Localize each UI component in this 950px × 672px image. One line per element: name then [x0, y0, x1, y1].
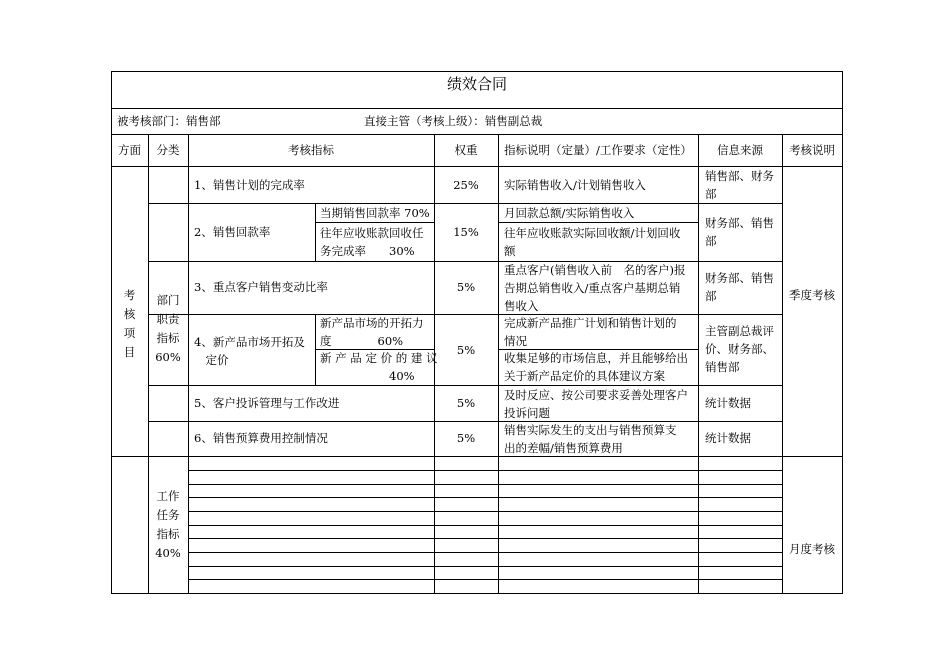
source-line: 主管副总裁评: [705, 324, 774, 338]
desc-line: 情况: [504, 334, 527, 348]
category-line: 职责: [156, 312, 180, 326]
row6-source: 统计数据: [705, 431, 751, 445]
rule-blank-4: [188, 511, 782, 512]
source-line: 部: [705, 289, 717, 303]
supervisor-label: 直接主管（考核上级）：销售副总裁: [364, 114, 543, 128]
category-line: 指标: [156, 527, 180, 541]
row1-weight: 25%: [453, 178, 479, 192]
row2-sub1: 当期销售回款率 70%: [320, 206, 430, 220]
desc-line: 告期总销售收入/重点客户基期总销: [504, 281, 681, 295]
row6-weight: 5%: [456, 431, 476, 445]
source-line: 销售部: [705, 360, 740, 374]
row4-indicator: [194, 333, 305, 369]
rule-blank-8: [188, 566, 782, 567]
row4-source: [705, 322, 774, 376]
header-indicator: 考核指标: [288, 143, 334, 157]
source-line: 销售部、财务: [705, 169, 774, 183]
source-line: 财务部、销售: [705, 271, 774, 285]
rule-blank-1: [188, 470, 782, 471]
desc-line: 往年应收账款实际回收额/计划回收: [504, 226, 681, 240]
row2-sub2: [320, 224, 424, 260]
indicator-line: 4、新产品市场开拓及: [194, 335, 305, 349]
desc-line: 出的差幅/销售预算费用: [504, 441, 623, 455]
rule-col-source: [782, 134, 783, 594]
rule-col-category: [188, 134, 189, 594]
rule-blank-6: [188, 538, 782, 539]
category-line: 指标: [156, 331, 180, 345]
header-description: 指标说明（定量）/工作要求（定性）: [504, 143, 692, 157]
header-aspect: 方面: [118, 143, 141, 157]
row4-desc2: [504, 349, 688, 385]
category-work-task: [148, 487, 188, 563]
category-line: 40%: [155, 546, 181, 560]
row4-sub2: [320, 349, 438, 385]
row1-desc: 实际销售收入/计划销售收入: [504, 178, 646, 192]
document-title: 绩效合同: [446, 75, 507, 93]
row4-desc1: [504, 314, 677, 350]
desc-line: 销售实际发生的支出与销售预算支: [504, 423, 677, 437]
desc-line: 关于新产品定价的具体建议方案: [504, 369, 665, 383]
indicator-line: 定价: [194, 353, 229, 367]
sub-line: 新产品市场的开拓力: [320, 316, 424, 330]
aspect-char: 目: [123, 345, 136, 359]
rule-col-sub2: [315, 203, 316, 261]
row3-weight: 5%: [456, 280, 476, 294]
category-line: 工作: [156, 489, 180, 503]
rule-right: [842, 71, 843, 594]
category-line: 60%: [155, 350, 181, 364]
row2-weight: 15%: [453, 225, 479, 239]
source-line: 部: [705, 187, 717, 201]
row5-weight: 5%: [456, 396, 476, 410]
row1-indicator: 1、销售计划的完成率: [194, 178, 305, 192]
row4-sub1: [320, 314, 424, 350]
header-weight: 权重: [454, 143, 478, 157]
rule-row3-bottom: [148, 314, 782, 315]
row2-desc1: 月回款总额/实际销售收入: [504, 206, 635, 220]
sub-line: 40%: [320, 369, 415, 383]
row3-desc: [504, 261, 685, 315]
rule-row2-bottom: [148, 261, 782, 262]
desc-line: 投诉问题: [504, 406, 550, 420]
sub-line: 务完成率 30%: [320, 244, 415, 258]
rule-title-bottom: [111, 108, 843, 109]
rule-dept-bottom: [111, 134, 843, 135]
header-category: 分类: [156, 143, 180, 157]
aspect-vertical-label: [111, 286, 148, 362]
source-line: 财务部、销售: [705, 216, 774, 230]
sub-line: 新 产 品 定 价 的 建 议: [320, 351, 438, 365]
row5-indicator: 5、客户投诉管理与工作改进: [194, 396, 340, 410]
rule-blank-7: [188, 552, 782, 553]
desc-line: 及时反应、按公司要求妥善处理客户: [504, 388, 688, 402]
rule-bottom: [111, 593, 843, 594]
row2-indicator: 2、销售回款率: [194, 225, 271, 239]
desc-line: 收集足够的市场信息，并且能够给出: [504, 351, 688, 365]
rule-col-sub4: [315, 314, 316, 385]
row6-indicator: 6、销售预算费用控制情况: [194, 431, 328, 445]
rule-top: [111, 71, 843, 72]
sub-line: 度 60%: [320, 334, 404, 348]
row2-source: [705, 214, 774, 250]
rule-blank-5: [188, 525, 782, 526]
aspect-char: 项: [123, 326, 136, 340]
category-dept-duty: [148, 291, 188, 367]
row3-source: [705, 269, 774, 305]
row3-indicator: 3、重点客户销售变动比率: [194, 280, 328, 294]
desc-line: 额: [504, 244, 516, 258]
row1-source: [705, 167, 774, 203]
category-line: 任务: [156, 508, 180, 522]
rule-col-description: [698, 134, 699, 594]
rule-row2-sub: [315, 222, 434, 223]
desc-line: 售收入: [504, 299, 539, 313]
category-line: 部门: [156, 293, 180, 307]
row5-desc: [504, 386, 688, 422]
rule-blank-3: [188, 497, 782, 498]
row6-desc: [504, 421, 677, 457]
source-line: 部: [705, 234, 717, 248]
row4-weight: 5%: [456, 343, 476, 357]
rule-col-weight: [498, 134, 499, 594]
note-quarter: 季度考核: [789, 288, 835, 302]
source-line: 价、财务部、: [705, 342, 774, 356]
aspect-char: 考: [123, 288, 136, 302]
dept-label: 被考核部门：销售部: [117, 114, 221, 128]
rule-blank-9: [188, 579, 782, 580]
aspect-char: 核: [123, 307, 136, 321]
rule-row1-bottom: [148, 203, 782, 204]
header-source: 信息来源: [717, 143, 763, 157]
row5-source: 统计数据: [705, 396, 751, 410]
note-month: 月度考核: [789, 542, 835, 556]
rule-row6-bottom: [111, 456, 843, 457]
sub-line: 往年应收账款回收任: [320, 226, 424, 240]
desc-line: 重点客户(销售收入前 名的客户)报: [504, 263, 686, 277]
row2-desc2: [504, 224, 680, 260]
header-note: 考核说明: [789, 143, 835, 157]
desc-line: 完成新产品推广计划和销售计划的: [504, 316, 677, 330]
rule-blank-2: [188, 484, 782, 485]
rule-row2-desc-sub: [498, 222, 698, 223]
